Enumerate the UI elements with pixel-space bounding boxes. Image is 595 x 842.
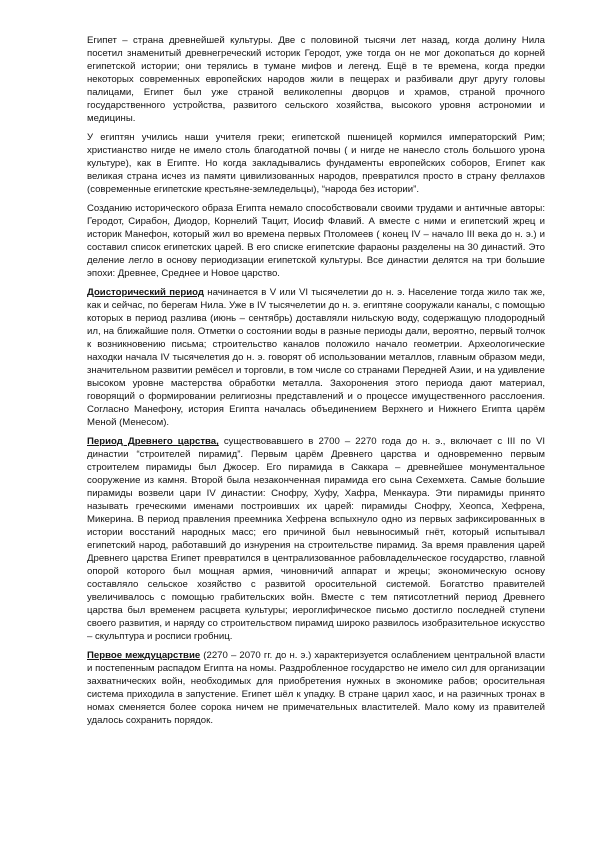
document-body	[87, 34, 545, 733]
paragraph-greeks	[87, 131, 545, 196]
paragraph-intro	[87, 34, 545, 125]
paragraph-text: Созданию исторического образа Египта немало способствовали своими трудами и античные авторы: Геродот, Сирабон, Диодор, Корнелий Тацит, Иосиф Флавий. А вместе с ними и египетский жрец и историк Манефон, который жил во времена первых Птоломеев ( конец IV – начало III века до н. э.) и составил список египетских царей. В его списке египетские фараоны разделены на 30 династий. Это деление легло в основу периодизации египетской культуры. Все династии делятся на три большие эпохи: Древнее, Среднее и Новое царство.	[87, 203, 545, 279]
paragraph-old-kingdom	[87, 435, 545, 643]
section-heading-first-intermediate: Первое междуцарствие	[87, 650, 201, 661]
paragraph-text: начинается в V или VI тысячелетии до н. э. Население тогда жило так же, как и сейчас, по берегам Нила. Уже в IV тысячелетии до н. э. египтяне сооружали каналы, с помощью которых в период разлива (июнь – сентябрь) доставляли нильскую воду, содержащую плодородный ил, на ближайшие поля. Отметки о состоянии воды в разные периоды дали, вероятно, первый толчок к возникновению письма; строительство каналов положило начало геометрии. Археологические находки начала IV тысячелетия до н. э. говорят об использовании металлов, главным образом меди, значительном развитии ремёсел и торговли, в том числе со странами Передней Азии, и на удивление высоком уровне мастерства обработки металла. Захоронения этого периода дают материал, говорящий о формировании религиозны представлений и о процессе имущественного расслоения. Согласно Манефону, история Египта началась объединением Верхнего и Нижнего Египта царём Меной (Менесом).	[87, 287, 545, 428]
paragraph-text: существовавшего в 2700 – 2270 года до н. э., включает с III по VI династии “строителей пирамид”. Первым царём Древнего царства и одновременно первым строителем пирамиды был Джосер. Его пирамида в Саккара – древнейшее монументальное сооружение из камня. Второй была незаконченная пирамида его сына Сехемхета. Самые большие пирамиды возвели цари IV династии: Снофру, Хуфу, Хафра, Менкаура. Эти пирамиды принято называть греческими именами построивших их царей: пирамиды Снофру, Хеопса, Хефрена, Микерина. В период правления преемника Хефрена вспыхнуло одно из первых зафиксированных в истории восстаний народных масс; его причиной был невыносимый гнёт, который испытывал египетский народ, работавший до изнурения на строительстве пирамид. За время правления царей Древнего царства Египет превратился в централизованное рабовладельческое государство, главной опорой которого был мощная армия, чиновничий аппарат и жрецы; экономическую основу составляло сельское хозяйство с развитой оросительной системой. Богатство правителей увеличивалось с помощью грабительских войн. Вместе с тем пятисотлетний период Древнего царства был временем расцвета культуры; иероглифическое письмо достигло последней ступени своего развития, и наряду со строительством пирамид широко развилось изобразительное искусство – скульптура и росписи гробниц.	[87, 436, 546, 642]
paragraph-sources	[87, 202, 545, 280]
paragraph-text: Египет – страна древнейшей культуры. Две с половиной тысячи лет назад, когда долину Нила посетил знаменитый древнегреческий историк Геродот, уже тогда он не мог докопаться до корней египетской истории; они терялись в тумане мифов и легенд. Ещё в те времена, когда предки некоторых современных европейских народов жили в пещерах и разбивали друг другу головы палицами, Египет был уже страной великолепны дворцов и храмов, страной прочного государственного устройства, развитого сельского хозяйства, высокого уровня астрономии и медицины.	[87, 35, 545, 124]
paragraph-first-intermediate	[87, 649, 545, 727]
paragraph-text: У египтян учились наши учителя греки; египетской пшеницей кормился императорский Рим; христианство нигде не имело столь благодатной почвы ( и нигде не нанесло столь большого урона культуре), как в Египте. Но когда закладывались фундаменты европейских соборов, Египет как великая страна исчез из памяти цивилизованных народов, превратился просто в страну феллахов (современные египетские крестьяне-земледельцы), “народа без истории”.	[87, 132, 545, 195]
paragraph-text: (2270 – 2070 гг. до н. э.) характеризуется ослаблением центральной власти и постепенным распадом Египта на номы. Раздробленное государство не имело сил для организации захватнических войн, необходимых для приобретения нужных в экономике рабов; оросительная система приходила в запустение. Египет шёл к упадку. В стране царил хаос, и на разичных тронах в номах сменяется более сорока ничем не примечательных властителей. Мало кому из правителей удалось сохранить порядок.	[87, 650, 546, 726]
section-heading-old-kingdom: Период Древнего царства,	[87, 436, 219, 447]
section-heading-prehistoric: Доисторический период	[87, 287, 204, 298]
paragraph-prehistoric	[87, 286, 545, 429]
